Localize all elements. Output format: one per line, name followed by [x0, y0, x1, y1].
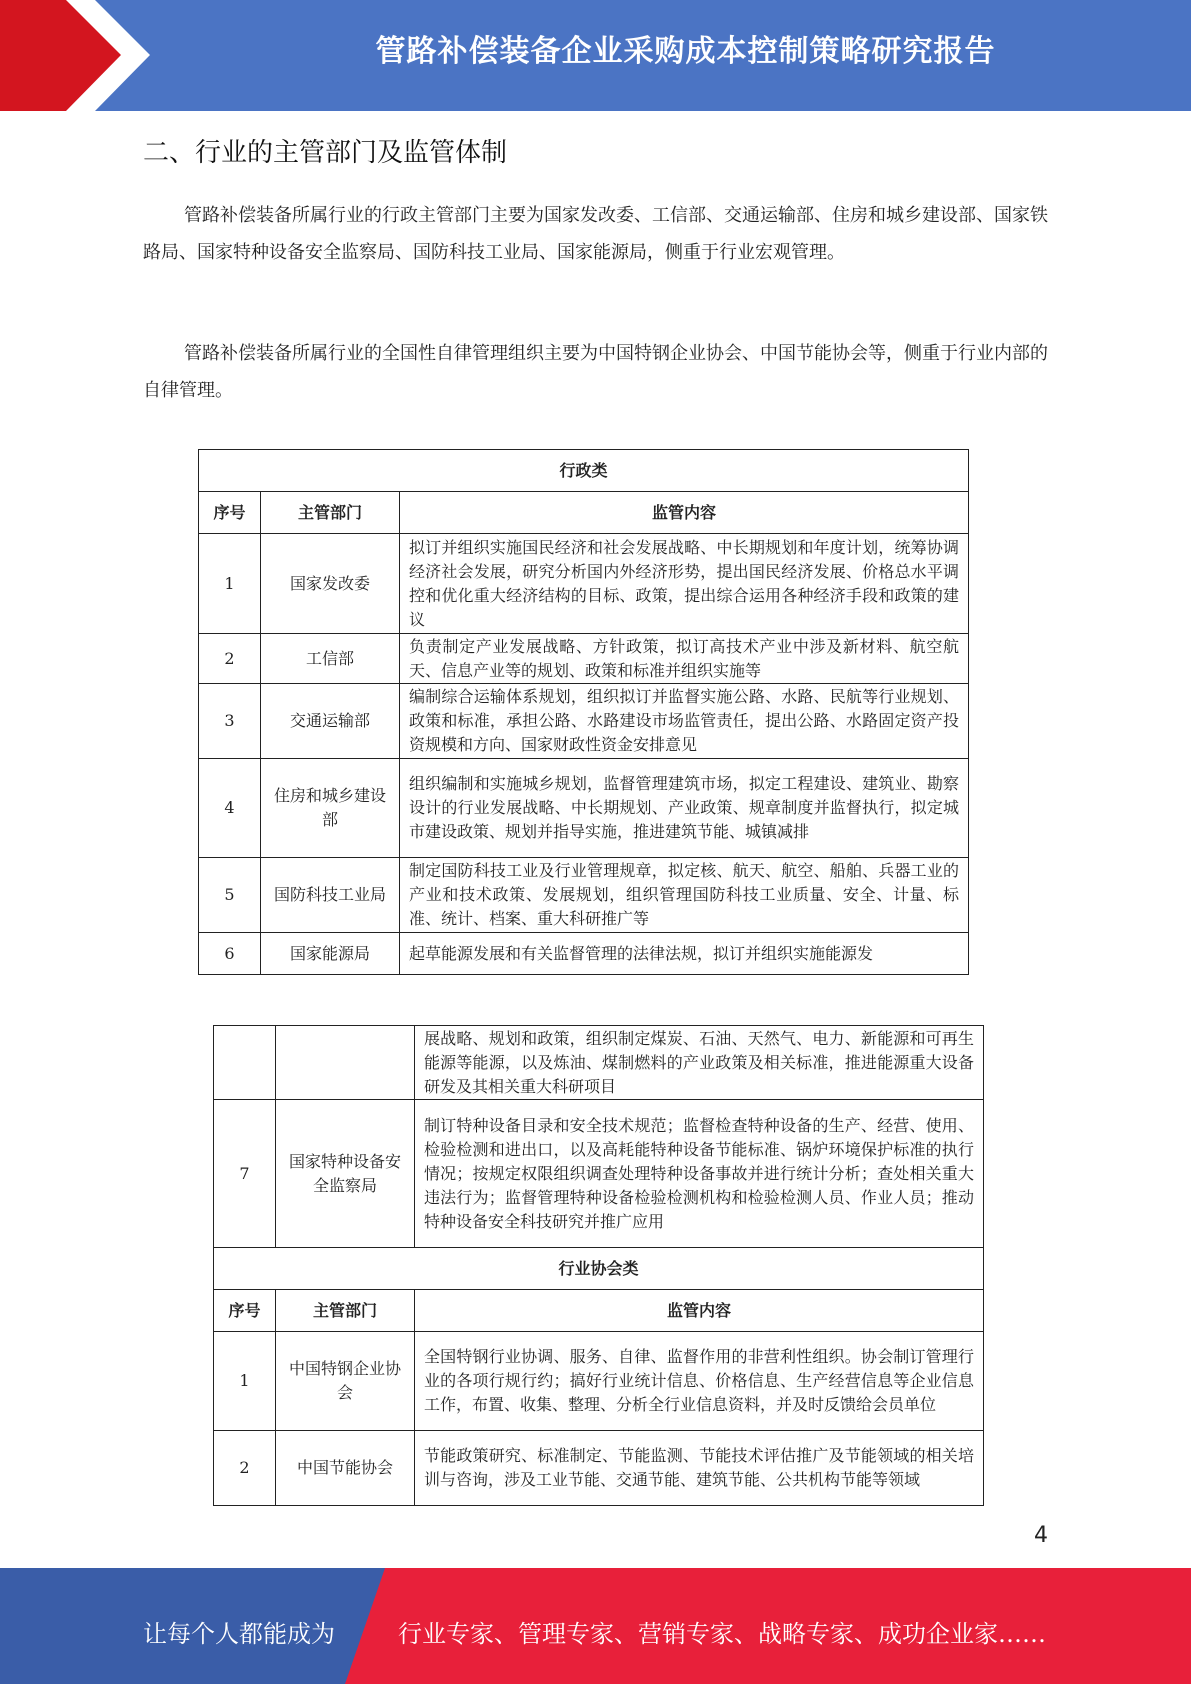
row-no: 1 [214, 1332, 276, 1431]
admin-regulators-table [198, 449, 969, 975]
row-dept: 国家能源局 [261, 933, 400, 975]
table-row [214, 1332, 984, 1431]
table-caption: 行业协会类 [214, 1248, 984, 1290]
table-row [199, 933, 969, 975]
page-number: 4 [1034, 1523, 1048, 1548]
table-row [214, 1431, 984, 1506]
row-content: 制定国防科技工业及行业管理规章，拟定核、航天、航空、船舶、兵器工业的产业和技术政策、发展规划，组织管理国防科技工业质量、安全、计量、标准、统计、档案、重大科研推广等 [400, 858, 969, 933]
row-no: 5 [199, 858, 261, 933]
paragraph-self-regulatory: 管路补偿装备所属行业的全国性自律管理组织主要为中国特钢企业协会、中国节能协会等，侧重于行业内部的自律管理。 [143, 343, 1048, 401]
row-content: 节能政策研究、标准制定、节能监测、节能技术评估推广及节能领域的相关培训与咨询，涉及工业节能、交通节能、建筑节能、公共机构节能等领域 [415, 1431, 984, 1506]
row-content: 组织编制和实施城乡规划，监督管理建筑市场，拟定工程建设、建筑业、勘察设计的行业发展战略、中长期规划、产业政策、规章制度并监督执行，拟定城市建设政策、规划并指导实施，推进建筑节能、城镇减排 [400, 759, 969, 858]
row-content: 负责制定产业发展战略、方针政策，拟订高技术产业中涉及新材料、航空航天、信息产业等的规划、政策和标准并组织实施等 [400, 634, 969, 684]
row-dept: 交通运输部 [261, 684, 400, 759]
row-content: 展战略、规划和政策，组织制定煤炭、石油、天然气、电力、新能源和可再生能源等能源，以及炼油、煤制燃料的产业政策及相关标准，推进能源重大设备研发及其相关重大科研项目 [415, 1026, 984, 1100]
row-no: 2 [214, 1431, 276, 1506]
table-row [199, 634, 969, 684]
report-header [0, 0, 1191, 111]
table-row [214, 1100, 984, 1248]
footer-slogan-left: 让每个人都能成为 [143, 1620, 335, 1648]
row-dept: 国家特种设备安全监察局 [276, 1100, 415, 1248]
row-content: 拟订并组织实施国民经济和社会发展战略、中长期规划和年度计划，统筹协调经济社会发展，研究分析国内外经济形势，提出国民经济发展、价格总水平调控和优化重大经济结构的目标、政策，提出综合运用各种经济手段和政策的建议 [400, 534, 969, 634]
table-row [199, 858, 969, 933]
header-no: 序号 [214, 1290, 276, 1332]
header-chevron-decoration [0, 0, 170, 111]
table-caption: 行政类 [199, 450, 969, 492]
row-no: 1 [199, 534, 261, 634]
header-dept: 主管部门 [276, 1290, 415, 1332]
table-row [199, 759, 969, 858]
header-dept: 主管部门 [261, 492, 400, 534]
row-dept: 中国节能协会 [276, 1431, 415, 1506]
row-no: 6 [199, 933, 261, 975]
row-dept: 国防科技工业局 [261, 858, 400, 933]
row-content: 起草能源发展和有关监督管理的法律法规，拟订并组织实施能源发 [400, 933, 969, 975]
row-no: 7 [214, 1100, 276, 1248]
row-content: 编制综合运输体系规划，组织拟订并监督实施公路、水路、民航等行业规划、政策和标准，承担公路、水路建设市场监管责任，提出公路、水路固定资产投资规模和方向、国家财政性资金安排意见 [400, 684, 969, 759]
table-row [199, 534, 969, 634]
row-dept: 住房和城乡建设部 [261, 759, 400, 858]
row-no: 4 [199, 759, 261, 858]
section-heading: 二、行业的主管部门及监管体制 [143, 138, 508, 168]
report-title: 管路补偿装备企业采购成本控制策略研究报告 [375, 34, 996, 69]
row-no: 2 [199, 634, 261, 684]
row-content: 制订特种设备目录和安全技术规范；监督检查特种设备的生产、经营、使用、检验检测和进出口，以及高耗能特种设备节能标准、锅炉环境保护标准的执行情况；按规定权限组织调查处理特种设备事故并进行统计分析；查处相关重大违法行为；监督管理特种设备检验检测机构和检验检测人员、作业人员；推动特种设备安全科技研究并推广应用 [415, 1100, 984, 1248]
header-content: 监管内容 [400, 492, 969, 534]
table-row [214, 1026, 984, 1100]
regulators-table-continued [213, 1025, 984, 1506]
header-no: 序号 [199, 492, 261, 534]
header-content: 监管内容 [415, 1290, 984, 1332]
row-content: 全国特钢行业协调、服务、自律、监督作用的非营利性组织。协会制订管理行业的各项行规行约；搞好行业统计信息、价格信息、生产经营信息等企业信息工作，布置、收集、整理、分析全行业信息资料，并及时反馈给会员单位 [415, 1332, 984, 1431]
row-dept: 国家发改委 [261, 534, 400, 634]
row-dept: 中国特钢企业协会 [276, 1332, 415, 1431]
row-dept: 工信部 [261, 634, 400, 684]
table-row [199, 684, 969, 759]
paragraph-admin-departments: 管路补偿装备所属行业的行政主管部门主要为国家发改委、工信部、交通运输部、住房和城乡建设部、国家铁路局、国家特种设备安全监察局、国防科技工业局、国家能源局，侧重于行业宏观管理。 [143, 205, 1048, 263]
footer-slogan-right: 行业专家、管理专家、营销专家、战略专家、成功企业家…… [398, 1620, 1046, 1648]
row-no: 3 [199, 684, 261, 759]
